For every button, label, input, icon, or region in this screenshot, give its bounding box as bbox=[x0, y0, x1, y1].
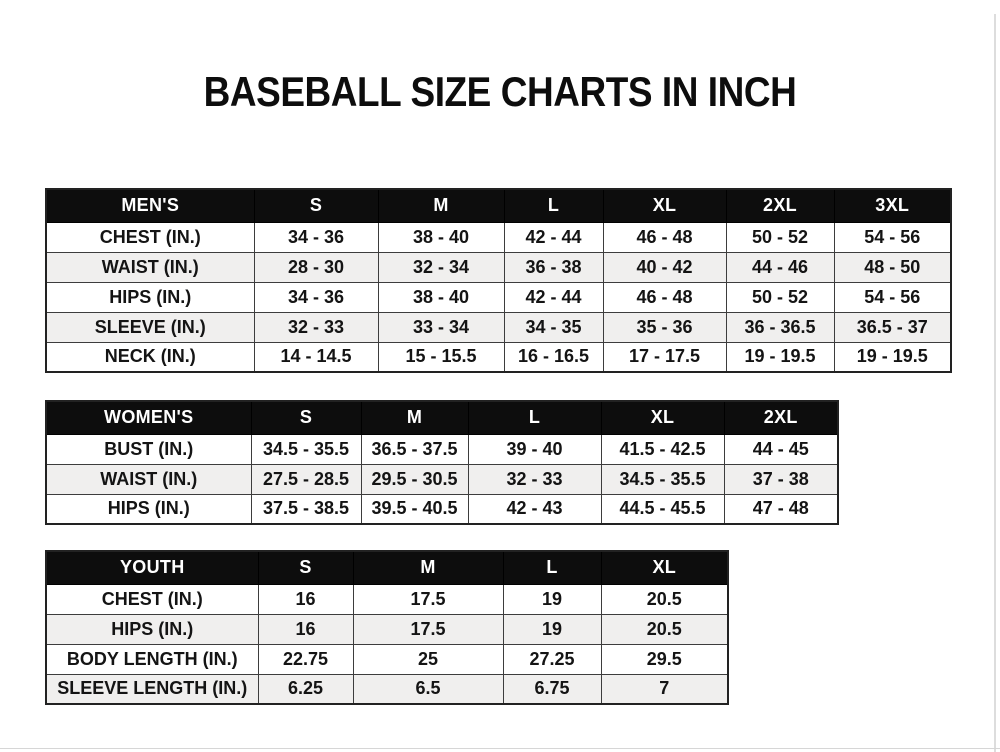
mens-size-table bbox=[45, 188, 952, 373]
size-value-cell: 36.5 - 37 bbox=[834, 312, 951, 342]
size-value-cell: 36 - 36.5 bbox=[726, 312, 834, 342]
size-value-cell: 46 - 48 bbox=[603, 282, 726, 312]
size-value-cell: 19 bbox=[503, 584, 601, 614]
table-row bbox=[46, 252, 951, 282]
size-column-header: L bbox=[504, 189, 603, 222]
row-label: HIPS (IN.) bbox=[46, 614, 258, 644]
womens-size-table bbox=[45, 400, 839, 525]
row-label: WAIST (IN.) bbox=[46, 464, 251, 494]
size-value-cell: 14 - 14.5 bbox=[254, 342, 378, 372]
scan-artifact-bottom-edge bbox=[0, 748, 1000, 749]
row-label: WAIST (IN.) bbox=[46, 252, 254, 282]
size-value-cell: 34.5 - 35.5 bbox=[601, 464, 724, 494]
size-value-cell: 34 - 36 bbox=[254, 222, 378, 252]
row-label: BUST (IN.) bbox=[46, 434, 251, 464]
size-value-cell: 22.75 bbox=[258, 644, 353, 674]
header-row bbox=[46, 401, 838, 434]
size-value-cell: 32 - 33 bbox=[468, 464, 601, 494]
size-value-cell: 44.5 - 45.5 bbox=[601, 494, 724, 524]
size-column-header: XL bbox=[601, 401, 724, 434]
size-value-cell: 25 bbox=[353, 644, 503, 674]
size-value-cell: 38 - 40 bbox=[378, 282, 504, 312]
size-value-cell: 40 - 42 bbox=[603, 252, 726, 282]
row-label: CHEST (IN.) bbox=[46, 222, 254, 252]
size-value-cell: 44 - 45 bbox=[724, 434, 838, 464]
size-value-cell: 17.5 bbox=[353, 614, 503, 644]
size-value-cell: 42 - 44 bbox=[504, 222, 603, 252]
size-value-cell: 28 - 30 bbox=[254, 252, 378, 282]
table-row bbox=[46, 614, 728, 644]
size-value-cell: 29.5 bbox=[601, 644, 728, 674]
size-value-cell: 34 - 36 bbox=[254, 282, 378, 312]
size-value-cell: 48 - 50 bbox=[834, 252, 951, 282]
row-label: CHEST (IN.) bbox=[46, 584, 258, 614]
size-column-header: M bbox=[378, 189, 504, 222]
size-column-header: L bbox=[468, 401, 601, 434]
table-row bbox=[46, 342, 951, 372]
size-value-cell: 36 - 38 bbox=[504, 252, 603, 282]
size-value-cell: 41.5 - 42.5 bbox=[601, 434, 724, 464]
size-column-header: 3XL bbox=[834, 189, 951, 222]
size-value-cell: 32 - 34 bbox=[378, 252, 504, 282]
header-row bbox=[46, 551, 728, 584]
row-label: HIPS (IN.) bbox=[46, 282, 254, 312]
row-label: SLEEVE LENGTH (IN.) bbox=[46, 674, 258, 704]
size-value-cell: 6.25 bbox=[258, 674, 353, 704]
size-column-header: L bbox=[503, 551, 601, 584]
size-column-header: S bbox=[254, 189, 378, 222]
size-column-header: S bbox=[251, 401, 361, 434]
size-value-cell: 33 - 34 bbox=[378, 312, 504, 342]
size-value-cell: 39 - 40 bbox=[468, 434, 601, 464]
page-title: BASEBALL SIZE CHARTS IN INCH bbox=[203, 68, 797, 115]
size-column-header: S bbox=[258, 551, 353, 584]
row-label: SLEEVE (IN.) bbox=[46, 312, 254, 342]
size-column-header: M bbox=[353, 551, 503, 584]
size-column-header: XL bbox=[603, 189, 726, 222]
size-value-cell: 36.5 - 37.5 bbox=[361, 434, 468, 464]
row-label: HIPS (IN.) bbox=[46, 494, 251, 524]
size-value-cell: 20.5 bbox=[601, 584, 728, 614]
header-row bbox=[46, 189, 951, 222]
size-value-cell: 37.5 - 38.5 bbox=[251, 494, 361, 524]
table-title-cell: YOUTH bbox=[46, 551, 258, 584]
size-value-cell: 19 - 19.5 bbox=[834, 342, 951, 372]
size-value-cell: 15 - 15.5 bbox=[378, 342, 504, 372]
size-value-cell: 6.75 bbox=[503, 674, 601, 704]
size-value-cell: 20.5 bbox=[601, 614, 728, 644]
table-row bbox=[46, 282, 951, 312]
size-value-cell: 16 bbox=[258, 584, 353, 614]
size-column-header: 2XL bbox=[726, 189, 834, 222]
size-value-cell: 47 - 48 bbox=[724, 494, 838, 524]
table-title-cell: MEN'S bbox=[46, 189, 254, 222]
size-column-header: M bbox=[361, 401, 468, 434]
size-value-cell: 17.5 bbox=[353, 584, 503, 614]
table-title-cell: WOMEN'S bbox=[46, 401, 251, 434]
size-value-cell: 42 - 44 bbox=[504, 282, 603, 312]
size-value-cell: 27.25 bbox=[503, 644, 601, 674]
size-value-cell: 34.5 - 35.5 bbox=[251, 434, 361, 464]
size-value-cell: 44 - 46 bbox=[726, 252, 834, 282]
size-value-cell: 6.5 bbox=[353, 674, 503, 704]
scan-artifact-right-edge bbox=[994, 14, 996, 752]
size-value-cell: 32 - 33 bbox=[254, 312, 378, 342]
table-row bbox=[46, 464, 838, 494]
size-value-cell: 39.5 - 40.5 bbox=[361, 494, 468, 524]
size-value-cell: 16 bbox=[258, 614, 353, 644]
size-value-cell: 29.5 - 30.5 bbox=[361, 464, 468, 494]
size-value-cell: 35 - 36 bbox=[603, 312, 726, 342]
size-value-cell: 54 - 56 bbox=[834, 282, 951, 312]
size-value-cell: 27.5 - 28.5 bbox=[251, 464, 361, 494]
size-value-cell: 50 - 52 bbox=[726, 222, 834, 252]
table-row bbox=[46, 434, 838, 464]
row-label: BODY LENGTH (IN.) bbox=[46, 644, 258, 674]
size-value-cell: 34 - 35 bbox=[504, 312, 603, 342]
size-value-cell: 7 bbox=[601, 674, 728, 704]
size-value-cell: 54 - 56 bbox=[834, 222, 951, 252]
table-row bbox=[46, 494, 838, 524]
size-value-cell: 46 - 48 bbox=[603, 222, 726, 252]
size-value-cell: 19 - 19.5 bbox=[726, 342, 834, 372]
table-row bbox=[46, 312, 951, 342]
row-label: NECK (IN.) bbox=[46, 342, 254, 372]
youth-size-table bbox=[45, 550, 729, 705]
table-row bbox=[46, 222, 951, 252]
size-value-cell: 19 bbox=[503, 614, 601, 644]
table-row bbox=[46, 674, 728, 704]
size-value-cell: 16 - 16.5 bbox=[504, 342, 603, 372]
size-value-cell: 17 - 17.5 bbox=[603, 342, 726, 372]
size-column-header: 2XL bbox=[724, 401, 838, 434]
table-row bbox=[46, 644, 728, 674]
size-value-cell: 50 - 52 bbox=[726, 282, 834, 312]
size-column-header: XL bbox=[601, 551, 728, 584]
size-value-cell: 37 - 38 bbox=[724, 464, 838, 494]
table-row bbox=[46, 584, 728, 614]
size-value-cell: 42 - 43 bbox=[468, 494, 601, 524]
size-value-cell: 38 - 40 bbox=[378, 222, 504, 252]
